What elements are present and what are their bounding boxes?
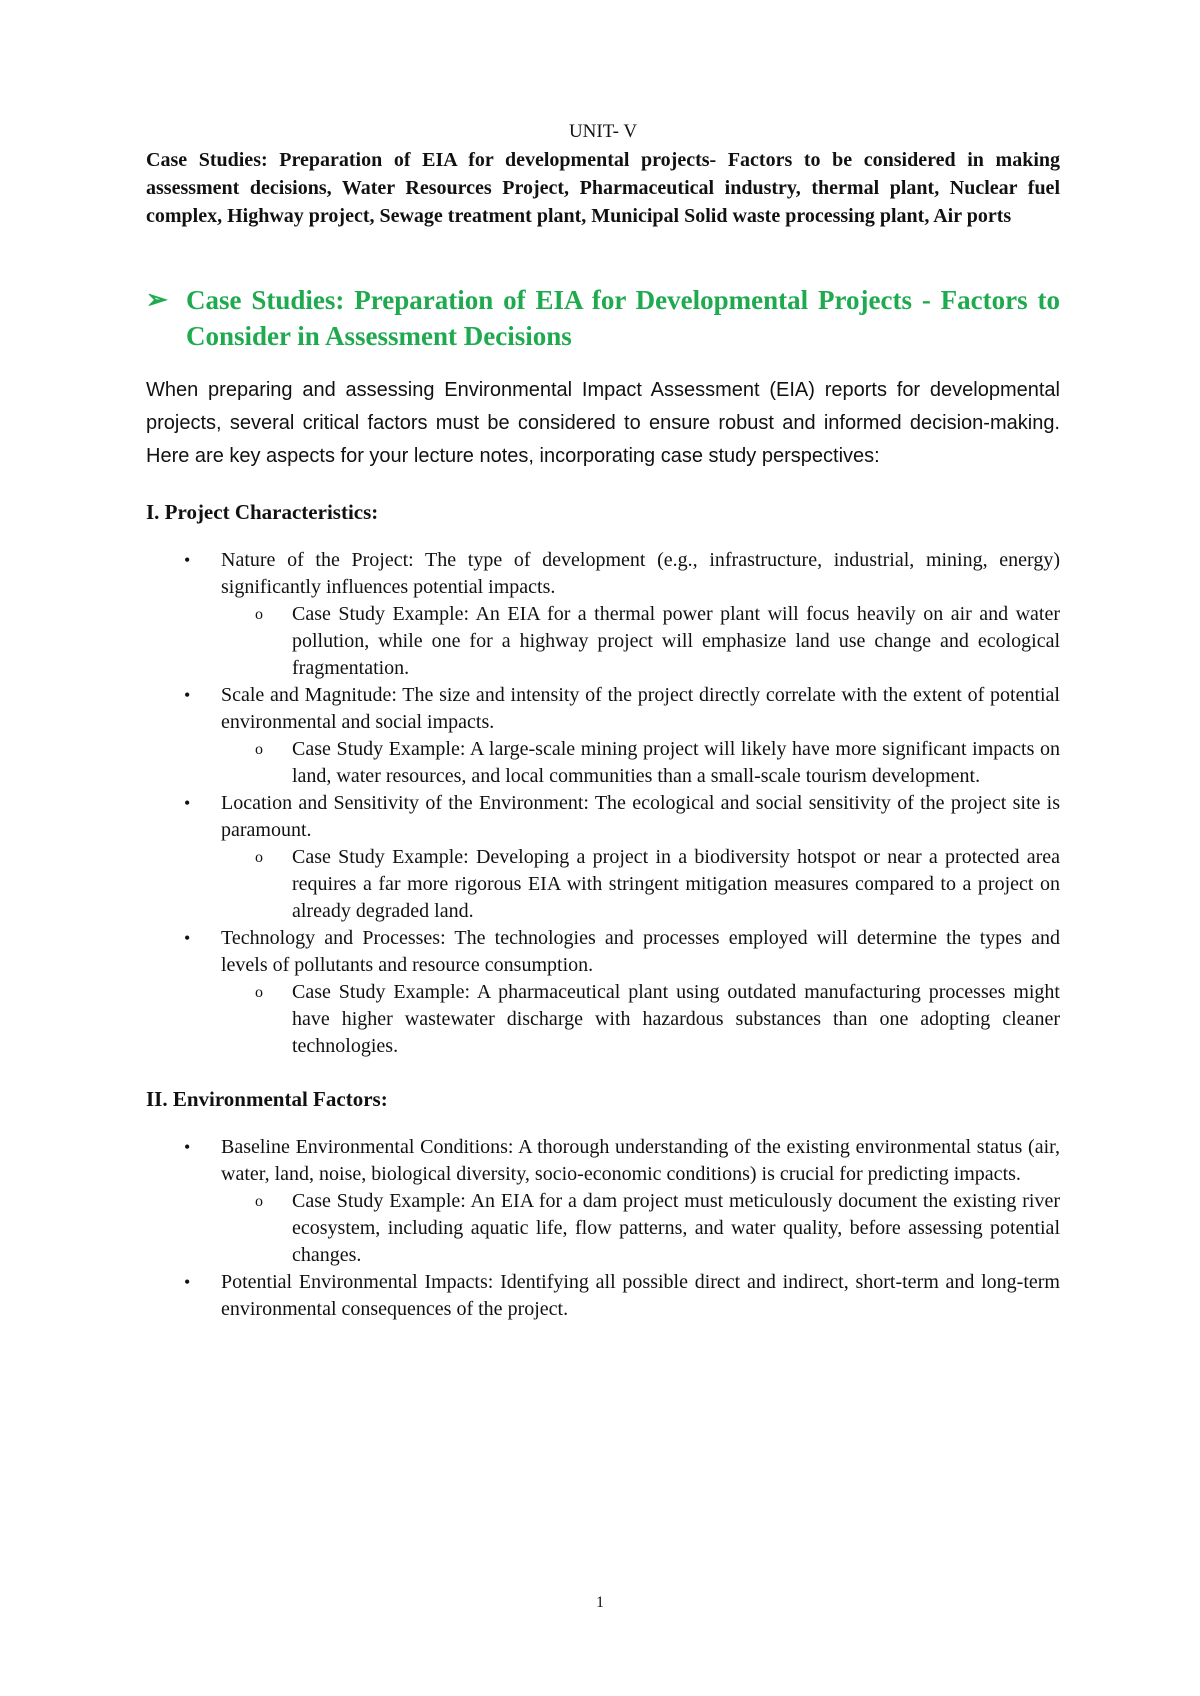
- list-item-text: Potential Environmental Impacts: Identifying all possible direct and indirect, short-term and long-term environmental consequences of the project.: [221, 1271, 1060, 1320]
- intro-paragraph: When preparing and assessing Environmental Impact Assessment (EIA) reports for developmental projects, several critical factors must be considered to ensure robust and informed decision-making. Here are key aspects for your lecture notes, incorporating case study perspectives:: [146, 379, 1060, 467]
- list-item: [146, 1269, 1060, 1323]
- sub-list-item: [221, 601, 1060, 682]
- section-heading-environmental-factors: II. Environmental Factors:: [146, 1087, 388, 1111]
- environmental-factors-list: [146, 1134, 1060, 1323]
- unit-title: UNIT- V: [568, 121, 638, 142]
- circle-bullet-icon: o: [255, 1193, 263, 1210]
- sub-list-item: [221, 736, 1060, 790]
- bullet-icon: •: [184, 1272, 191, 1292]
- circle-bullet-icon: o: [255, 984, 263, 1001]
- circle-bullet-icon: o: [255, 606, 263, 623]
- sub-list-item-text: Case Study Example: A large-scale mining project will likely have more significant impacts on land, water resources, and local communities than a small-scale tourism development.: [292, 738, 1060, 787]
- main-heading: [146, 282, 1060, 354]
- list-item-text: Baseline Environmental Conditions: A thorough understanding of the existing environmental status (air, water, land, noise, biological diversity, socio-economic conditions) is crucial for predicting impacts.: [221, 1136, 1060, 1185]
- main-heading-text: Case Studies: Preparation of EIA for Developmental Projects - Factors to Consider in Assessment Decisions: [186, 285, 1060, 351]
- bullet-icon: •: [184, 793, 191, 813]
- sub-list-item-text: Case Study Example: An EIA for a thermal power plant will focus heavily on air and water pollution, while one for a highway project will emphasize land use change and ecological fragmentation.: [292, 603, 1060, 679]
- sub-list-item: [221, 844, 1060, 925]
- section-heading-project-characteristics: I. Project Characteristics:: [146, 500, 379, 524]
- sub-list-item-text: Case Study Example: Developing a project in a biodiversity hotspot or near a protected area requires a far more rigorous EIA with stringent mitigation measures compared to a project on already degraded land.: [292, 846, 1060, 922]
- sub-list-item: [221, 1188, 1060, 1269]
- bullet-icon: •: [184, 550, 191, 570]
- list-item: [146, 682, 1060, 790]
- sub-list-item-text: Case Study Example: An EIA for a dam project must meticulously document the existing river ecosystem, including aquatic life, flow patterns, and water quality, before assessing potential changes.: [292, 1190, 1060, 1266]
- arrow-bullet-icon: ➢: [146, 285, 168, 314]
- bullet-icon: •: [184, 928, 191, 948]
- bullet-icon: •: [184, 685, 191, 705]
- circle-bullet-icon: o: [255, 741, 263, 758]
- list-item-text: Technology and Processes: The technologies and processes employed will determine the types and levels of pollutants and resource consumption.: [221, 927, 1060, 976]
- sub-list-item: [221, 979, 1060, 1060]
- document-page: [146, 120, 1060, 1323]
- unit-syllabus: Case Studies: Preparation of EIA for developmental projects- Factors to be considered in making assessment decisions, Water Resources Project, Pharmaceutical industry, thermal plant, Nuclear fuel complex, Highway project, Sewage treatment plant, Municipal Solid waste processing plant, Air ports: [146, 149, 1060, 227]
- project-characteristics-list: [146, 547, 1060, 1060]
- list-item: [146, 547, 1060, 682]
- list-item: [146, 1134, 1060, 1269]
- list-item: [146, 790, 1060, 925]
- page-number: 1: [596, 1594, 604, 1611]
- list-item: [146, 925, 1060, 1060]
- list-item-text: Nature of the Project: The type of development (e.g., infrastructure, industrial, mining, energy) significantly influences potential impacts.: [221, 549, 1060, 598]
- sub-list-item-text: Case Study Example: A pharmaceutical plant using outdated manufacturing processes might have higher wastewater discharge with hazardous substances than one adopting cleaner technologies.: [292, 981, 1060, 1057]
- circle-bullet-icon: o: [255, 849, 263, 866]
- list-item-text: Location and Sensitivity of the Environment: The ecological and social sensitivity of the project site is paramount.: [221, 792, 1060, 841]
- bullet-icon: •: [184, 1137, 191, 1157]
- list-item-text: Scale and Magnitude: The size and intensity of the project directly correlate with the extent of potential environmental and social impacts.: [221, 684, 1060, 733]
